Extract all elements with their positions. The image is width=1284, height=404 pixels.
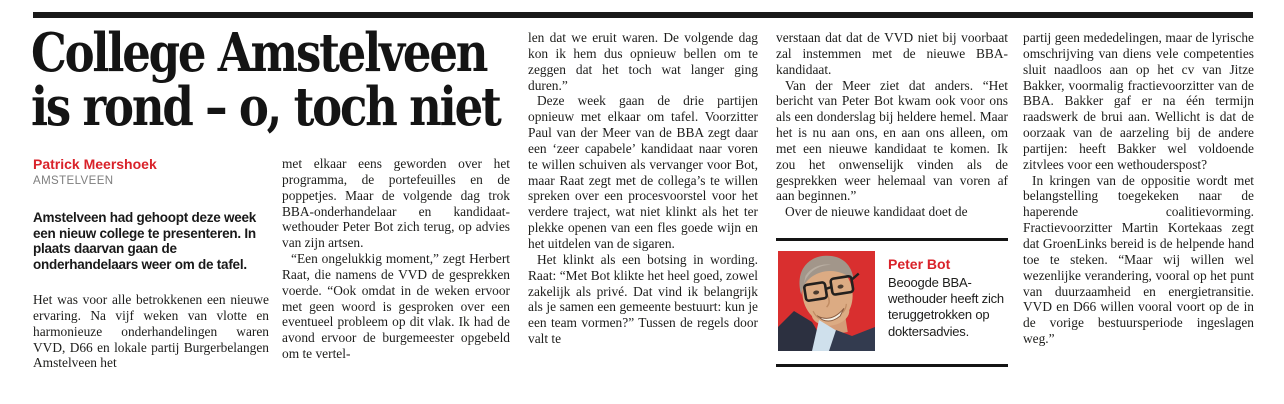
body-text-column-1: [33, 292, 269, 371]
byline-author: Patrick Meershoek: [33, 156, 157, 172]
caption-name: Peter Bot: [888, 256, 951, 272]
body-paragraph: Deze week gaan de drie partijen opnieuw met elkaar om tafel. Voorzitter Paul van der Meer van de BBA zegt daar een ‘zeer capabele’ kandidaat naar voren te willen schuiven als vervanger voor Bot, maar Raat zegt met de collega’s te willen spreken over een procesvoorstel voor het verdere traject, wat niet klinkt als het ter plekke openen van een fles goede wijn en het uitdelen van de sigaren.: [528, 93, 758, 251]
top-rule: [33, 12, 1253, 18]
headline: [31, 21, 500, 139]
intro-paragraph: Amstelveen had gehoopt deze week een nieuw college te presenteren. In plaats daarvan gaan de onderhandelaars weer om de tafel.: [33, 210, 257, 272]
body-text-column-5: [1023, 30, 1254, 347]
headline-line-2: is rond – o, toch niet: [31, 75, 500, 139]
body-paragraph: met elkaar eens geworden over het programma, de portefeuilles en de poppetjes. Maar de volgende dag trok BBA-onderhandelaar en kandidaat-wethouder Peter Bot zich terug, op advies van zijn artsen.: [282, 156, 510, 251]
caption-text: Beoogde BBA-wethouder heeft zich teruggetrokken op doktersadvies.: [888, 275, 1004, 339]
body-paragraph: Over de nieuwe kandidaat doet de: [785, 204, 968, 220]
body-paragraph: “Een ongelukkig moment,” zegt Herbert Raat, die namens de VVD de gesprekken voerde. “Ook omdat in de weken ervoor met geen woord is gesproken over een eventueel probleem op dit vlak. Ik had de avond ervoor de burgemeester opgebeld om te vertel-: [282, 251, 510, 362]
body-paragraph: Het was voor alle betrokkenen een nieuwe ervaring. Na vijf weken van vlotte en harmonieuze onderhandelingen waren VVD, D66 en lokale partij Burgerbelangen Amstelveen het: [33, 292, 269, 371]
body-text-column-2: [282, 156, 510, 362]
body-paragraph: partij geen mededelingen, maar de lyrische omschrijving van diens vele competenties sluit naadloos aan op het cv van Jitze Bakker, voormalig fractievoorzitter van de BBA. Bakker gaf er na één termijn raadswerk de brui aan. Wellicht is dat de oorzaak van de aarzeling bij de andere partijen: heeft Bakker wel voldoende zitvlees voor een wethouderspost?: [1023, 30, 1254, 172]
column-1: [33, 156, 269, 371]
peter-bot-photo: [778, 251, 875, 351]
body-paragraph: In kringen van de oppositie wordt met belangstelling toegekeken naar de haperende coalitievorming. Fractievoorzitter Martin Kortekaas zegt dat GroenLinks bereid is de helpende hand toe te steken. “Maar wij willen wel wezenlijke verandering, vooral op het punt van duurzaamheid en energietransitie. VVD en D66 willen vooral voort op de in de vorige bestuursperiode ingeslagen weg.”: [1023, 172, 1254, 347]
photo-caption: [888, 251, 1008, 351]
byline-location: AMSTELVEEN: [33, 175, 114, 187]
body-text-column-4: [776, 30, 1008, 220]
column-3: [528, 30, 758, 347]
column-2: [282, 156, 510, 362]
photo-card: [776, 238, 1008, 367]
photo-card-inner: [776, 241, 1008, 364]
body-paragraph: Het klinkt als een botsing in wording. Raat: “Met Bot klikte het heel goed, zowel zakelijk als privé. Dat vind ik belangrijk als je samen een gemeente bestuurt: kun je een team vormen?” Tussen de regels door valt te: [528, 251, 758, 347]
body-paragraph: len dat we eruit waren. De volgende dag kon ik hem dus opnieuw bellen om te zeggen dat het toch wat langer ging duren.”: [528, 30, 758, 93]
column-4: [776, 30, 1008, 220]
body-paragraph: verstaan dat dat de VVD niet bij voorbaat zal instemmen met de nieuwe BBA-kandidaat.: [776, 30, 1008, 77]
headline-line-1: College Amstelveen: [31, 21, 487, 84]
body-text-column-3: [528, 30, 758, 347]
body-paragraph: Van der Meer ziet dat anders. “Het bericht van Peter Bot kwam ook voor ons als een donderslag bij heldere hemel. Maar het is nu aan ons, en aan ons alleen, om met een nieuwe kandidaat te komen. Ik zou het onwenselijk vinden als de gesprekken weer helemaal van voren af aan beginnen.”: [776, 77, 1008, 204]
column-5: [1023, 30, 1254, 347]
